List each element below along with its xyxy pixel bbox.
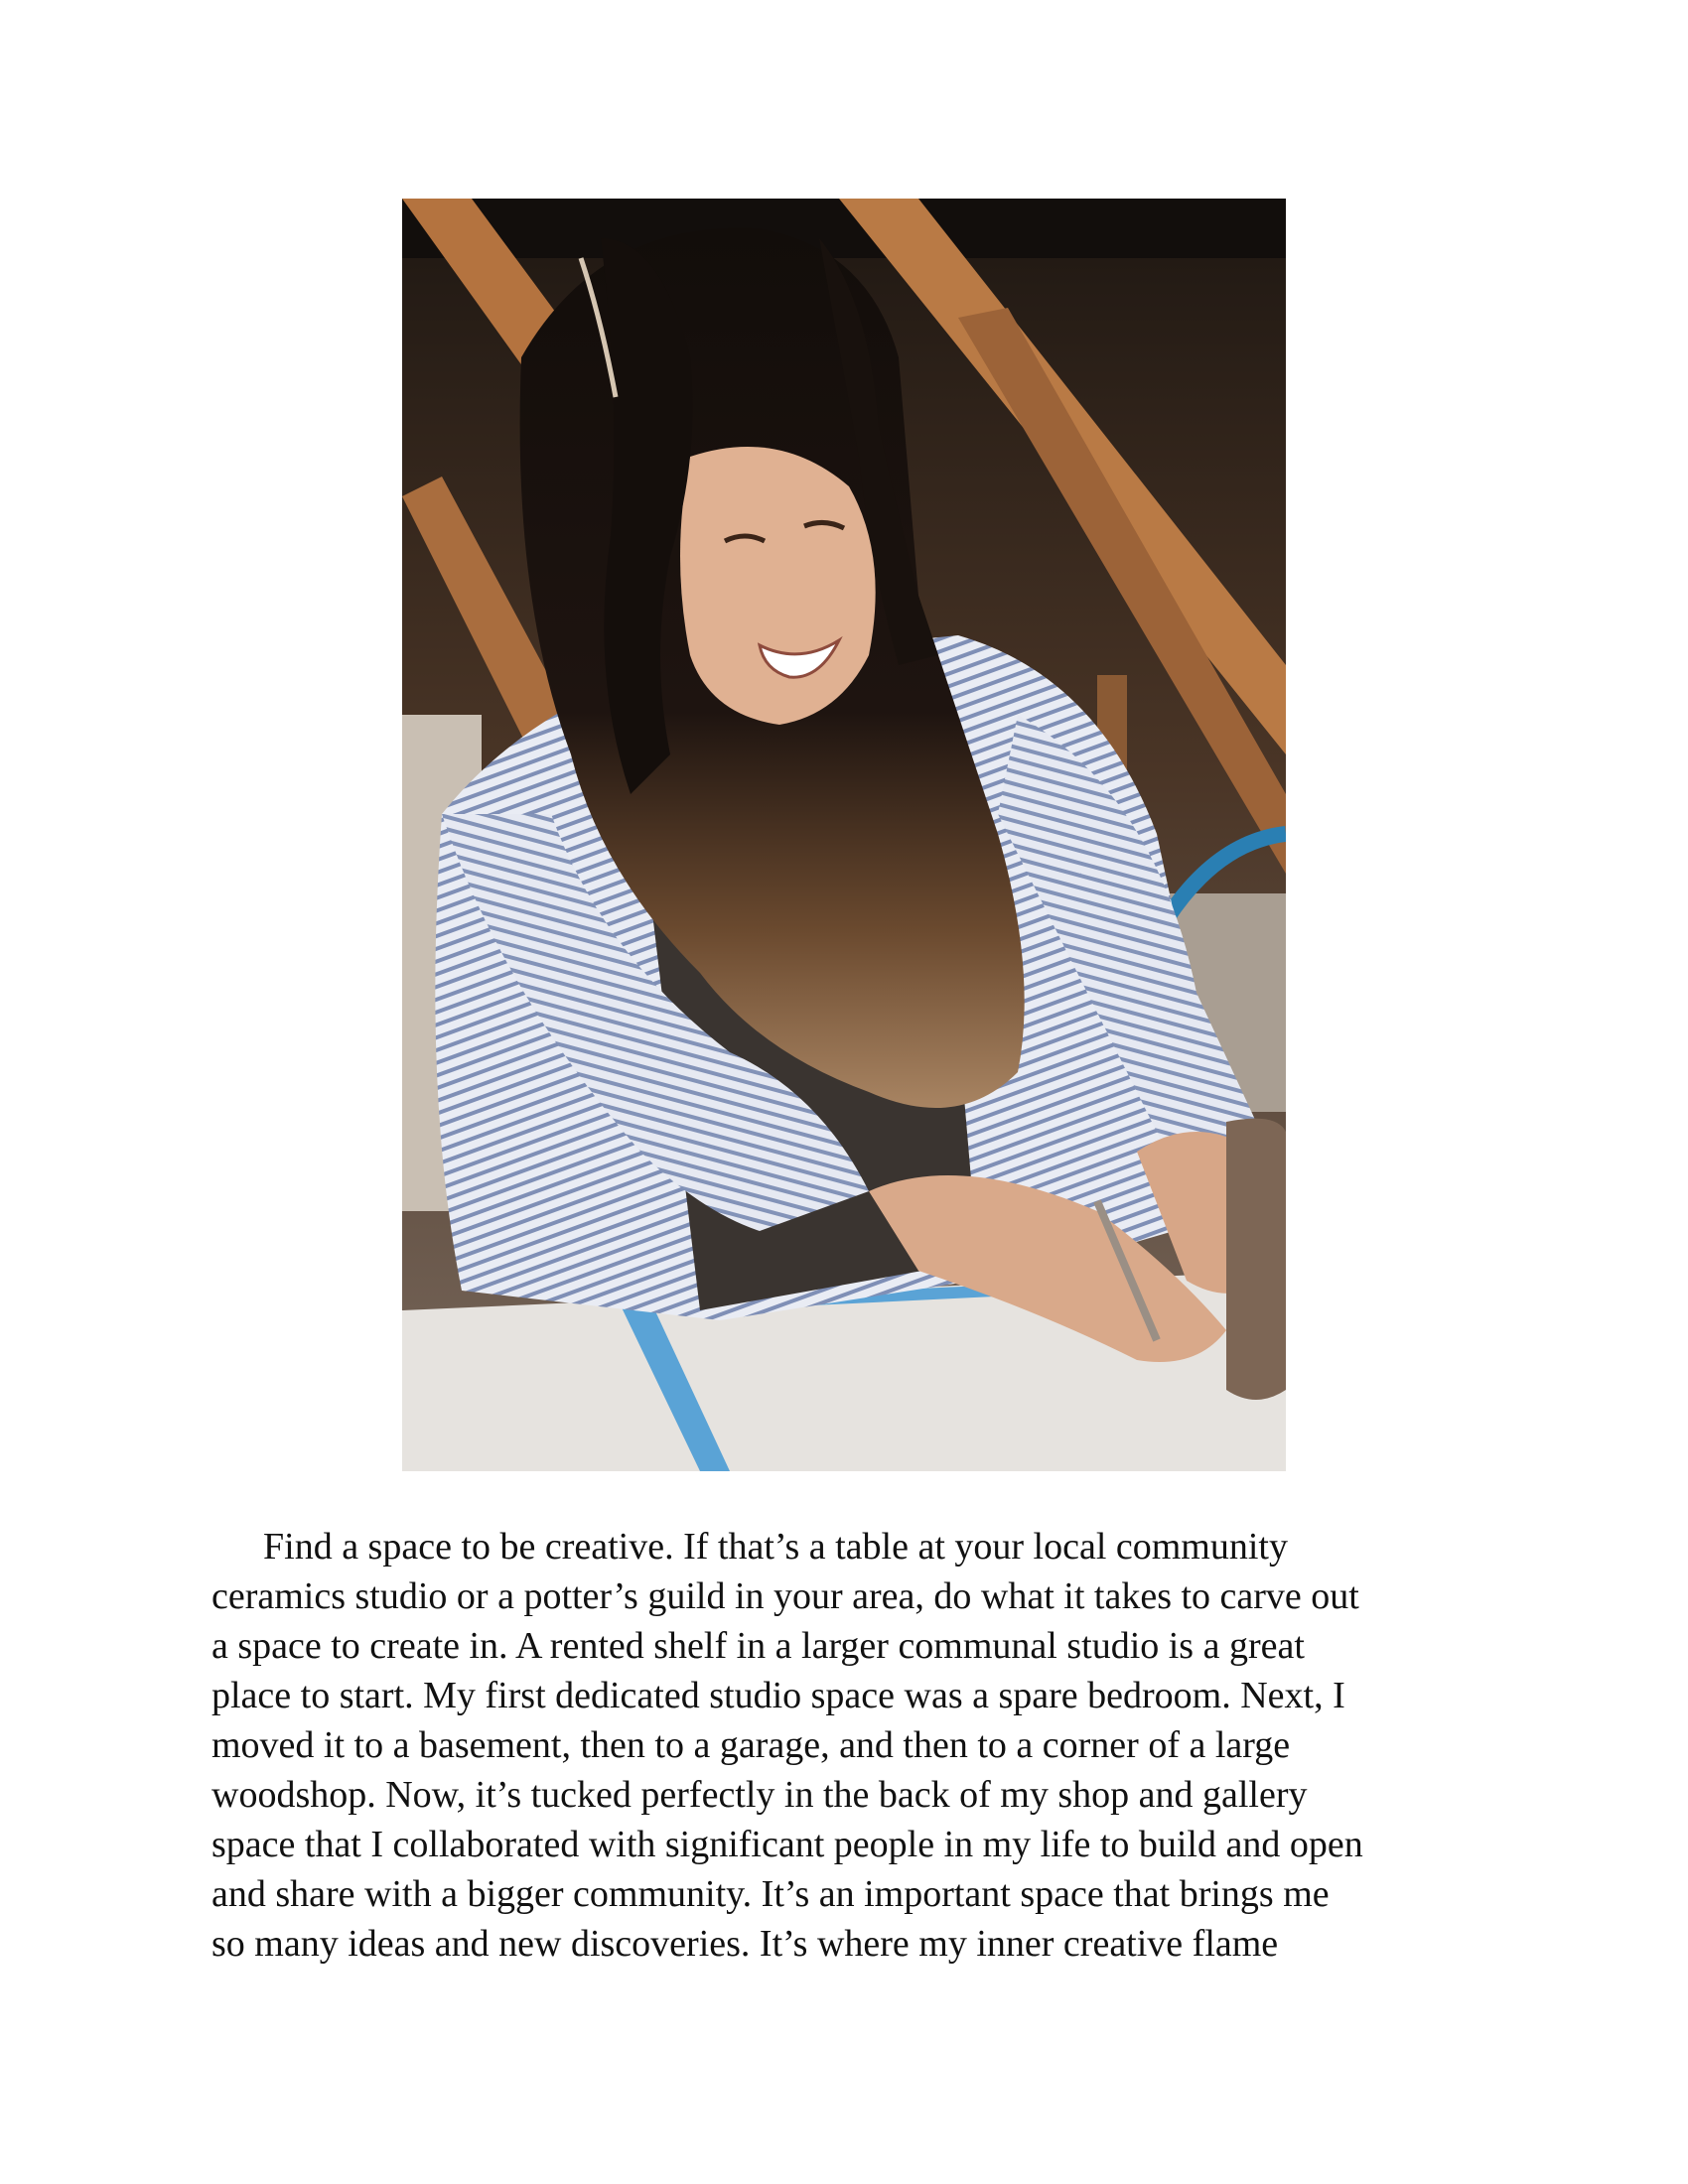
paragraph-line: place to start. My first dedicated studio space was a spare bedroom. Next, I [211, 1675, 1345, 1716]
paragraph-line: so many ideas and new discoveries. It’s where my inner creative flame [211, 1923, 1279, 1965]
potter-photo [402, 199, 1286, 1471]
paragraph-line: Find a space to be creative. If that’s a table at your local community [263, 1526, 1288, 1568]
body-paragraph [211, 1522, 1492, 1969]
potter-photo-illustration [402, 199, 1286, 1471]
paragraph-line: and share with a bigger community. It’s an important space that brings me [211, 1873, 1330, 1915]
paragraph-line: moved it to a basement, then to a garage, and then to a corner of a large [211, 1724, 1291, 1766]
paragraph-line: ceramics studio or a potter’s guild in your area, do what it takes to carve out [211, 1575, 1359, 1617]
paragraph-line: space that I collaborated with significant people in my life to build and open [211, 1824, 1363, 1865]
paragraph-line: woodshop. Now, it’s tucked perfectly in the back of my shop and gallery [211, 1774, 1308, 1816]
paragraph-line: a space to create in. A rented shelf in a larger communal studio is a great [211, 1625, 1305, 1667]
